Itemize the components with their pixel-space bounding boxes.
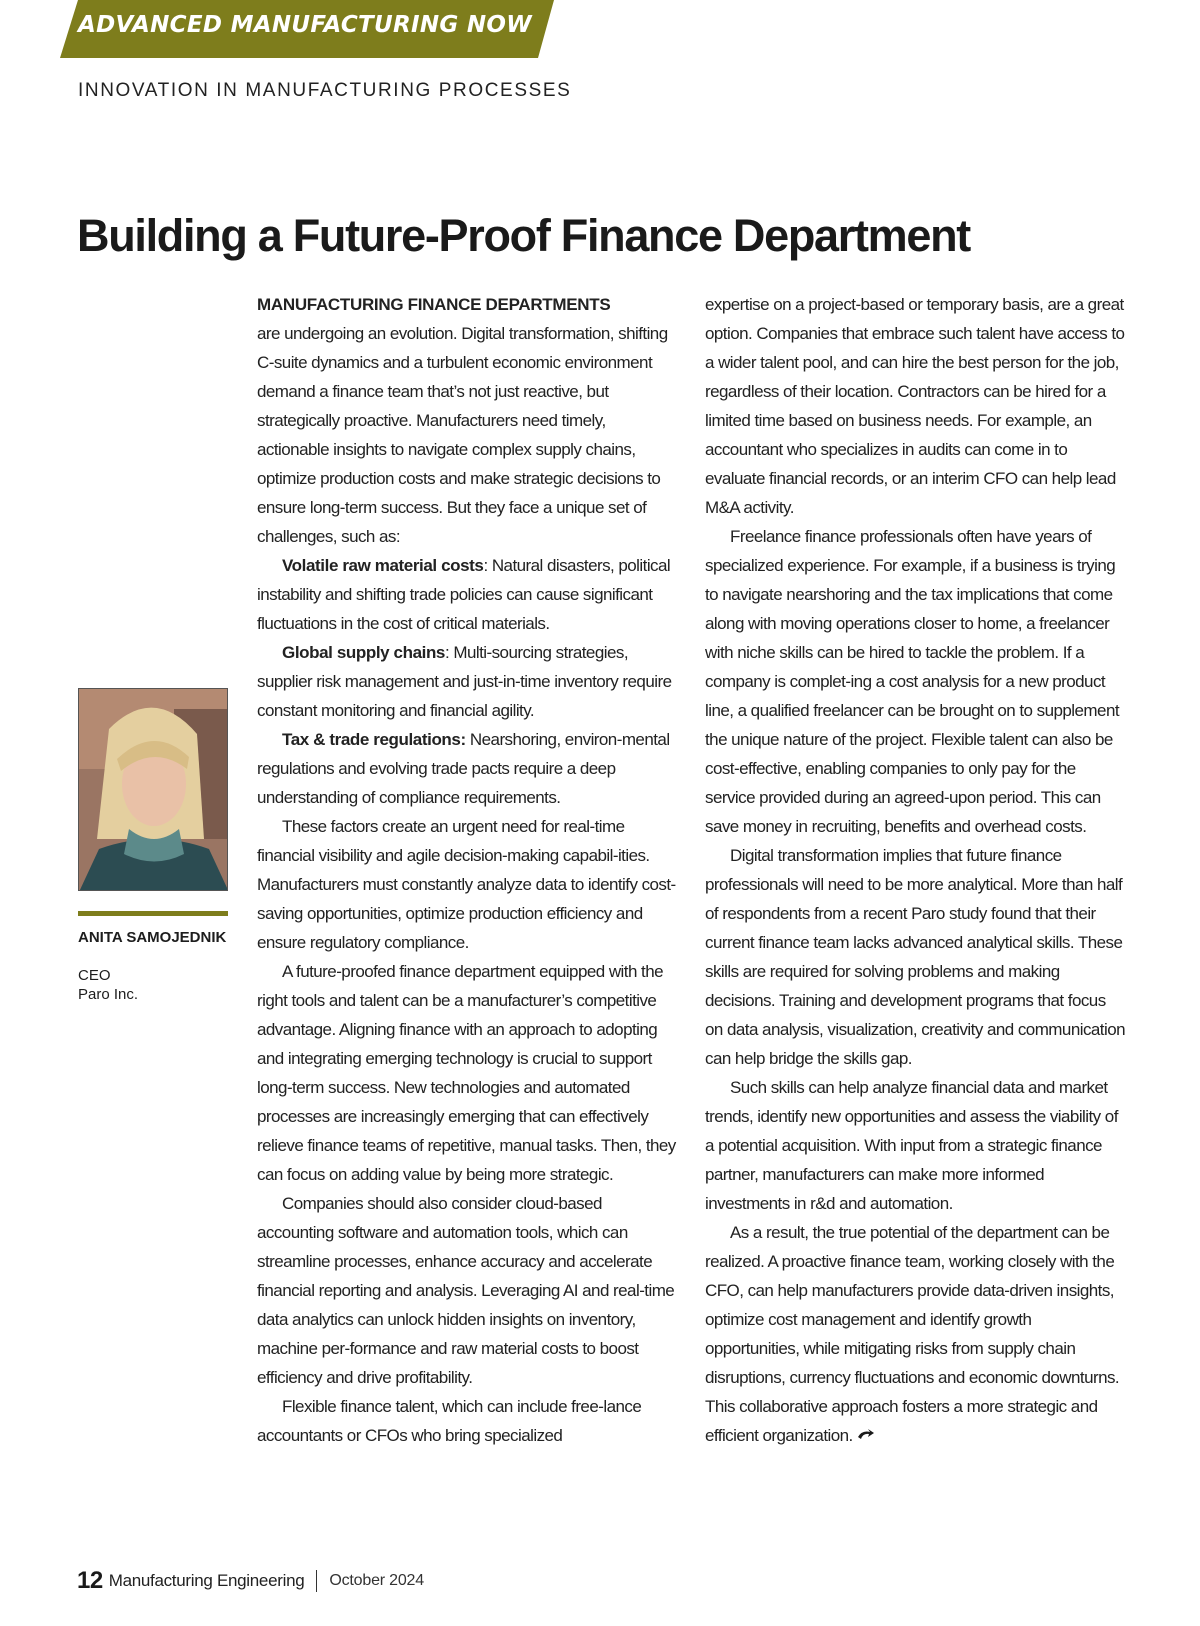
issue-date: October 2024 [329,1572,424,1589]
paragraph-flexible-talent: Flexible finance talent, which can include free-lance accountants or CFOs who bring specialized [257,1397,642,1445]
paragraph: Such skills can help analyze financial data and market trends, identify new opportunities and assess the viability of a potential acquisition. With input from a strategic finance partner, manufacturers can make more informed investments in r&d and automation. [705,1078,1118,1213]
bullet-text: Nearshoring, environ-mental regulations and evolving trade pacts require a deep understanding of compliance requirements. [257,730,670,807]
bullet-label: Tax & trade regulations: [282,730,466,749]
bullet-text: : Multi-sourcing strategies, supplier risk management and just-in-time inventory require constant monitoring and financial agility. [257,643,672,720]
bullet-supply-chains [257,638,677,725]
intro-text: are undergoing an evolution. Digital transformation, shifting C-suite dynamics and a turbulent economic environment demand a finance team that’s not just reactive, but strategically proactive. Manufacturers need timely, actionable insights to navigate complex supply chains, optimize production costs and make strategic decisions to ensure long-term success. But they face a unique set of challenges, such as: [257,324,668,546]
article-title: Building a Future-Proof Finance Department [77,210,970,261]
paragraph-intro [257,290,677,551]
paragraph: These factors create an urgent need for real-time financial visibility and agile decision-making capabil-ities. Manufacturers must constantly analyze data to identify cost-saving opportunities, optimize production efficiency and ensure regulatory compliance. [257,817,676,952]
page-footer [77,1567,424,1595]
author-photo [78,688,228,891]
closing-text: As a result, the true potential of the department can be realized. A proactive finance team, working closely with the CFO, can help manufacturers provide data-driven insights, optimize cost management and identify growth opportunities, while mitigating risks from supply chain disruptions, currency fluctuations and economic downturns. This collaborative approach fosters a more strategic and efficient organization. [705,1223,1120,1445]
author-divider [78,911,228,916]
end-mark-icon [857,1428,875,1442]
paragraph: A future-proofed finance department equipped with the right tools and talent can be a manufacturer’s competitive advantage. Aligning finance with an approach to adopting and integrating emerging technology is crucial to support long-term success. New technologies and automated processes are increasingly emerging that can effectively relieve finance teams of repetitive, manual tasks. Then, they can focus on adding value by being more strategic. [257,962,676,1184]
author-organization: Paro Inc. [78,986,139,1003]
paragraph: Digital transformation implies that future finance professionals will need to be more analytical. More than half of respondents from a recent Paro study found that their current finance team lacks advanced analytical skills. These skills are required for solving problems and making decisions. Training and development programs that focus on data analysis, visualization, creativity and communication can help bridge the skills gap. [705,846,1126,1068]
paragraph-closing [705,1218,1125,1450]
bullet-tax-trade [257,725,677,812]
paragraph: Freelance finance professionals often have years of specialized experience. For example, if a business is trying to navigate nearshoring and the tax implications that come along with moving operations closer to home, a freelancer with niche skills can be hired to tackle the problem. If a company is complet-ing a cost analysis for a new product line, a qualified freelancer can be brought on to supplement the unique nature of the project. Flexible talent can also be cost-effective, enabling companies to only pay for the service provided during an agreed-upon period. This can save money in recruiting, benefits and overhead costs. [705,527,1120,836]
section-label: INNOVATION IN MANUFACTURING PROCESSES [78,80,572,101]
author-role: CEO [78,967,111,984]
article-column-2 [705,290,1125,1450]
author-name: ANITA SAMOJEDNIK [78,929,227,946]
paragraph-continuation: expertise on a project-based or temporary basis, are a great option. Companies that embrace such talent have access to a wider talent pool, and can hire the best person for the job, regardless of their location. Contractors can be hired for a limited time based on business needs. For example, an accountant who specializes in audits can come in to evaluate financial records, or an interim CFO can help lead M&A activity. [705,295,1125,517]
bullet-raw-materials [257,551,677,638]
article-column-1 [257,290,677,1450]
paragraph: Companies should also consider cloud-based accounting software and automation tools, which can streamline processes, enhance accuracy and accelerate financial reporting and analysis. Leveraging AI and real-time data analytics can unlock hidden insights on inventory, machine per-formance and raw material costs to boost efficiency and drive profitability. [257,1194,675,1387]
page-number: 12 [77,1567,103,1594]
bullet-label: Global supply chains [282,643,445,662]
bullet-text: : Natural disasters, political instability and shifting trade policies can cause significant fluctuations in the cost of critical materials. [257,556,671,633]
article-lead: MANUFACTURING FINANCE DEPARTMENTS [257,295,611,314]
portrait-illustration [79,689,228,891]
publication-name: Manufacturing Engineering [108,1571,305,1590]
bullet-label: Volatile raw material costs [282,556,484,575]
banner-title: ADVANCED MANUFACTURING NOW [78,12,532,38]
footer-divider [316,1570,317,1592]
